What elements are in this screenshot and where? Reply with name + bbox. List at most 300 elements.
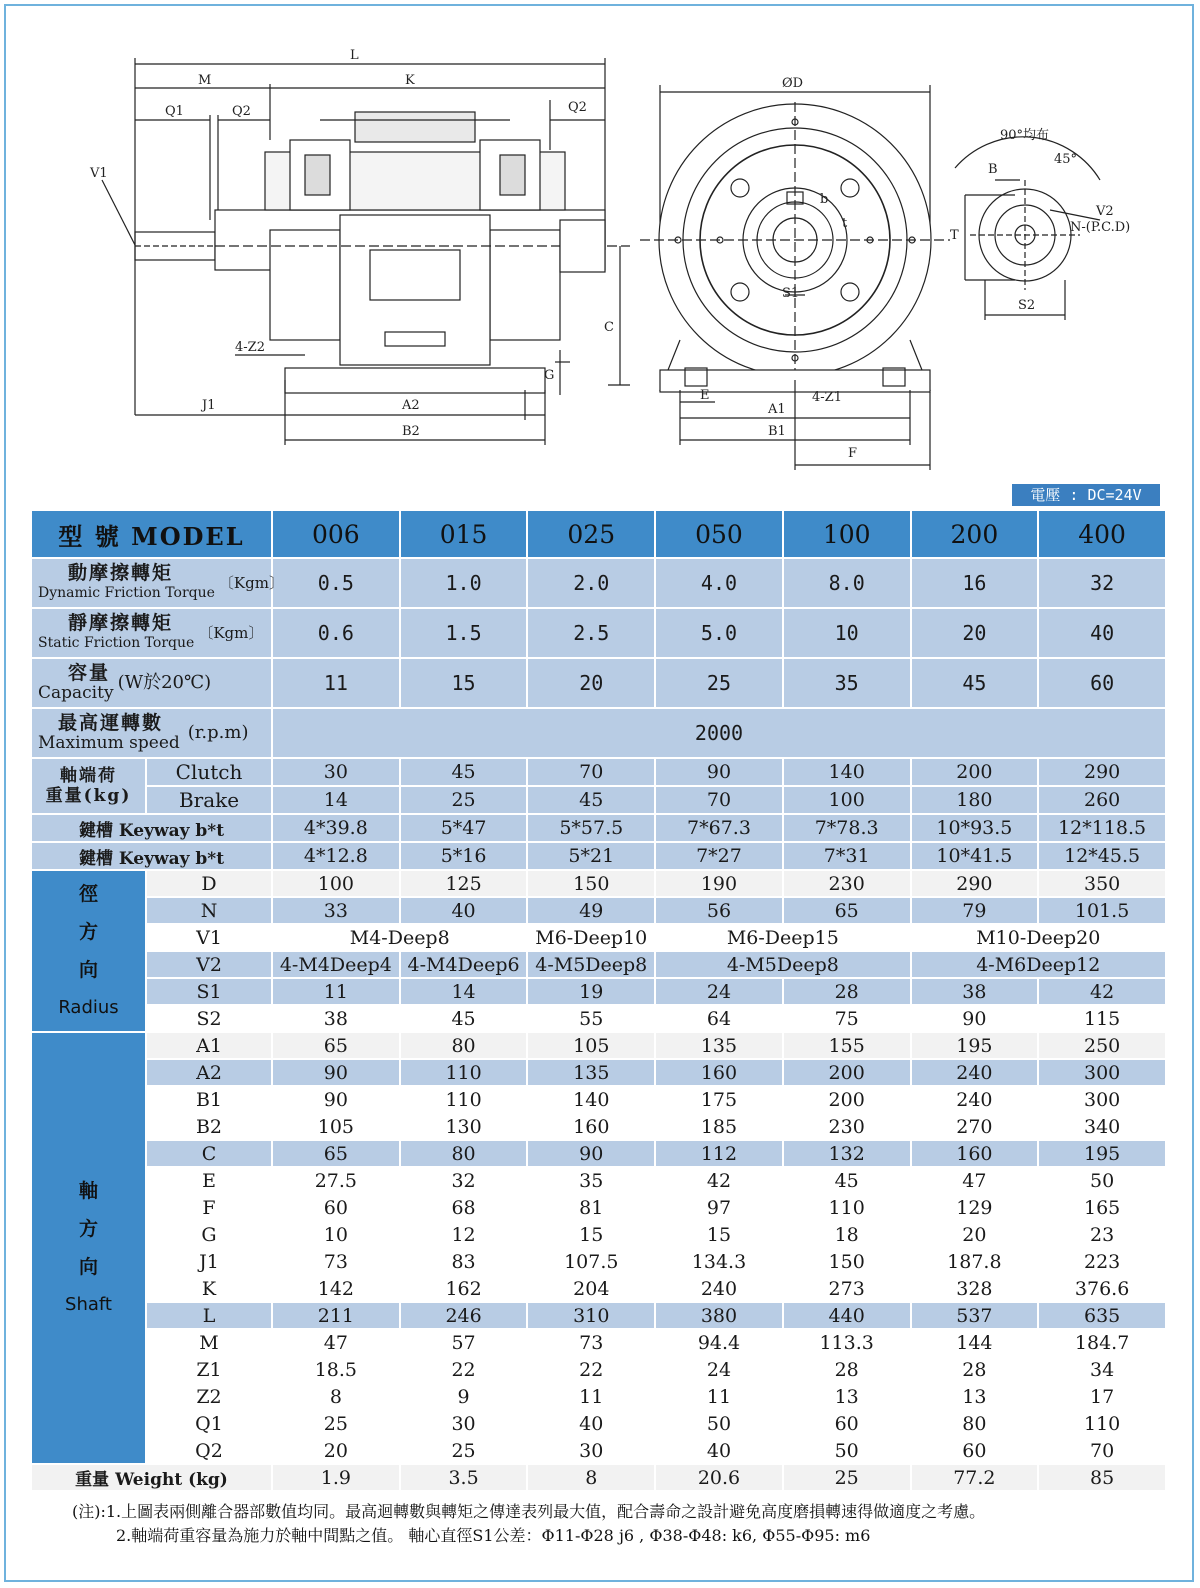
cell-G: 12 — [400, 1221, 528, 1248]
cell-clutch: 200 — [911, 758, 1039, 786]
row-radius-N — [31, 897, 1166, 924]
cell-S1: 42 — [1038, 978, 1166, 1005]
label-E: E — [146, 1167, 272, 1194]
cell-S1: 14 — [400, 978, 528, 1005]
cell-Z2: 9 — [400, 1383, 528, 1410]
cell-C: 90 — [527, 1140, 655, 1167]
cell-S2: 45 — [400, 1005, 528, 1032]
cell-L: 380 — [655, 1302, 783, 1329]
cell-sta: 2.5 — [527, 608, 655, 658]
cell-K: 273 — [783, 1275, 911, 1302]
cell-V1: M4-Deep8 — [272, 924, 527, 951]
cell-A1: 105 — [527, 1032, 655, 1059]
cell-V2: 4-M5Deep8 — [527, 951, 655, 978]
cell-V2: 4-M4Deep6 — [400, 951, 528, 978]
cell-key2: 12*45.5 — [1038, 842, 1166, 870]
model-006: 006 — [272, 510, 400, 558]
cell-V1: M6-Deep15 — [655, 924, 910, 951]
dim-G: G — [544, 368, 555, 383]
cell-brake: 14 — [272, 786, 400, 814]
cell-Z1: 28 — [911, 1356, 1039, 1383]
cell-Q1: 110 — [1038, 1410, 1166, 1437]
cell-sta: 0.6 — [272, 608, 400, 658]
cell-clutch: 30 — [272, 758, 400, 786]
cell-J1: 73 — [272, 1248, 400, 1275]
cell-L: 211 — [272, 1302, 400, 1329]
cell-brake: 25 — [400, 786, 528, 814]
dim-J1: J1 — [202, 398, 216, 413]
label-S1: S1 — [146, 978, 272, 1005]
label-J1: J1 — [146, 1248, 272, 1275]
cell-dyn: 4.0 — [655, 558, 783, 608]
label-Z2: Z2 — [146, 1383, 272, 1410]
cell-K: 142 — [272, 1275, 400, 1302]
cell-N: 40 — [400, 897, 528, 924]
row-cap — [31, 658, 1166, 708]
cell-J1: 83 — [400, 1248, 528, 1275]
dim-V1: V1 — [90, 166, 108, 181]
note-1: (注):1.上圖表兩側離合器部數值均同。最高迴轉數與轉矩之傳達表列最大值，配合壽命之設計避免高度磨損轉速得做適度之考慮。 — [72, 1502, 986, 1521]
cell-Q1: 40 — [527, 1410, 655, 1437]
model-015: 015 — [400, 510, 528, 558]
side-char: 方 — [78, 921, 98, 943]
cell-clutch: 290 — [1038, 758, 1166, 786]
cell-cap: 35 — [783, 658, 911, 708]
cell-key2: 7*27 — [655, 842, 783, 870]
row-shaft-C — [31, 1140, 1166, 1167]
dim-E: E — [700, 388, 710, 403]
cell-K: 204 — [527, 1275, 655, 1302]
cell-V1: M10-Deep20 — [911, 924, 1166, 951]
cell-key1: 12*118.5 — [1038, 814, 1166, 842]
cell-Q2: 25 — [400, 1437, 528, 1464]
cell-A1: 155 — [783, 1032, 911, 1059]
cell-dyn: 1.0 — [400, 558, 528, 608]
label-clutch: Clutch — [146, 758, 272, 786]
row-shaft-F — [31, 1194, 1166, 1221]
cell-key1: 5*57.5 — [527, 814, 655, 842]
cell-M: 47 — [272, 1329, 400, 1356]
cell-Z2: 11 — [655, 1383, 783, 1410]
cell-N: 65 — [783, 897, 911, 924]
cell-Q2: 60 — [911, 1437, 1039, 1464]
header-row — [31, 510, 1166, 558]
cell-cap: 20 — [527, 658, 655, 708]
cell-S1: 11 — [272, 978, 400, 1005]
cell-B2: 160 — [527, 1113, 655, 1140]
cell-B1: 140 — [527, 1086, 655, 1113]
cell-brake: 45 — [527, 786, 655, 814]
label-Z1: Z1 — [146, 1356, 272, 1383]
dim-N: N-(P.C.D) — [1070, 220, 1131, 235]
drawing-lines — [60, 40, 1170, 470]
cell-key2: 5*16 — [400, 842, 528, 870]
cell-B1: 300 — [1038, 1086, 1166, 1113]
cell-key2: 4*12.8 — [272, 842, 400, 870]
label-dyn — [31, 558, 284, 608]
side-char: 軸 — [78, 1180, 98, 1202]
dim-B2: B2 — [402, 424, 420, 439]
label-weight: 重量 Weight (kg) — [31, 1464, 272, 1491]
label-cap — [31, 658, 272, 708]
cell-E: 42 — [655, 1167, 783, 1194]
dim-t: t — [842, 216, 848, 231]
dim-T: T — [950, 228, 959, 243]
cell-Q1: 80 — [911, 1410, 1039, 1437]
cell-Z2: 13 — [911, 1383, 1039, 1410]
dim-A2: A2 — [402, 398, 420, 413]
row-shaft-E — [31, 1167, 1166, 1194]
label-M: M — [146, 1329, 272, 1356]
cell-F: 165 — [1038, 1194, 1166, 1221]
cell-Q2: 20 — [272, 1437, 400, 1464]
cell-weight: 25 — [783, 1464, 911, 1491]
label-Q2: Q2 — [146, 1437, 272, 1464]
dim-S2: S2 — [1018, 298, 1036, 313]
row-radius-S2 — [31, 1005, 1166, 1032]
cell-M: 94.4 — [655, 1329, 783, 1356]
row-weight — [31, 1464, 1166, 1491]
cell-B2: 105 — [272, 1113, 400, 1140]
cell-sta: 10 — [783, 608, 911, 658]
dim-K: K — [405, 73, 415, 88]
cell-B2: 340 — [1038, 1113, 1166, 1140]
cell-B2: 230 — [783, 1113, 911, 1140]
cell-Z1: 22 — [400, 1356, 528, 1383]
label-zh: 靜摩擦轉矩 — [68, 612, 174, 634]
cell-sta: 20 — [911, 608, 1039, 658]
cell-Q1: 60 — [783, 1410, 911, 1437]
label-A2: A2 — [146, 1059, 272, 1086]
label-en: Static Friction Torque — [38, 635, 195, 651]
label-brake: Brake — [146, 786, 272, 814]
cell-A2: 200 — [783, 1059, 911, 1086]
cell-M: 57 — [400, 1329, 528, 1356]
cell-L: 310 — [527, 1302, 655, 1329]
label-load — [31, 758, 146, 814]
cell-dyn: 16 — [911, 558, 1039, 608]
cell-F: 97 — [655, 1194, 783, 1221]
label-B2: B2 — [146, 1113, 272, 1140]
cell-sta: 40 — [1038, 608, 1166, 658]
cell-V2: 4-M4Deep4 — [272, 951, 400, 978]
cell-D: 125 — [400, 870, 528, 897]
notes — [72, 1500, 985, 1548]
cell-Z1: 28 — [783, 1356, 911, 1383]
cell-Z1: 18.5 — [272, 1356, 400, 1383]
cell-key2: 10*41.5 — [911, 842, 1039, 870]
cell-dyn: 2.0 — [527, 558, 655, 608]
cell-C: 195 — [1038, 1140, 1166, 1167]
dim-L: L — [350, 48, 359, 63]
label-unit: 〔Kgm〕 — [198, 624, 264, 642]
cell-E: 47 — [911, 1167, 1039, 1194]
cell-D: 150 — [527, 870, 655, 897]
cell-S2: 90 — [911, 1005, 1039, 1032]
label-N: N — [146, 897, 272, 924]
cell-B1: 90 — [272, 1086, 400, 1113]
dim-B: B — [988, 162, 998, 177]
cell-A2: 110 — [400, 1059, 528, 1086]
row-shaft-Z1 — [31, 1356, 1166, 1383]
note-2: 2.軸端荷重容量為施力於軸中間點之值。 軸心直徑S1公差：Φ11-Φ28 j6 , Φ38-Φ48: k6, Φ55-Φ95: m6 — [116, 1526, 871, 1545]
cell-Z1: 24 — [655, 1356, 783, 1383]
model-400: 400 — [1038, 510, 1166, 558]
label-S2: S2 — [146, 1005, 272, 1032]
dim-b: b — [820, 192, 829, 207]
cell-S1: 38 — [911, 978, 1039, 1005]
label-G: G — [146, 1221, 272, 1248]
dim-Z1: 4-Z1 — [812, 390, 842, 405]
cell-key2: 7*31 — [783, 842, 911, 870]
cell-Q2: 50 — [783, 1437, 911, 1464]
dim-A1: A1 — [768, 402, 786, 417]
row-shaft-Q1 — [31, 1410, 1166, 1437]
dim-Q2-right: Q2 — [568, 100, 587, 115]
label-zh: 動摩擦轉矩 — [68, 562, 174, 584]
dim-Z2: 4-Z2 — [235, 340, 265, 355]
label-en: Dynamic Friction Torque — [38, 585, 215, 601]
label-B1: B1 — [146, 1086, 272, 1113]
row-radius-S1 — [31, 978, 1166, 1005]
cell-S2: 115 — [1038, 1005, 1166, 1032]
model-025: 025 — [527, 510, 655, 558]
cell-cap: 45 — [911, 658, 1039, 708]
cell-C: 112 — [655, 1140, 783, 1167]
cell-brake: 180 — [911, 786, 1039, 814]
label-en: Maximum speed — [38, 733, 180, 753]
cell-C: 160 — [911, 1140, 1039, 1167]
cell-S1: 24 — [655, 978, 783, 1005]
label-key2: 鍵槽 Keyway b*t — [31, 842, 272, 870]
cell-G: 10 — [272, 1221, 400, 1248]
cell-N: 79 — [911, 897, 1039, 924]
cell-E: 35 — [527, 1167, 655, 1194]
cell-S2: 64 — [655, 1005, 783, 1032]
label-unit: (r.p.m) — [187, 722, 249, 743]
cell-L: 440 — [783, 1302, 911, 1329]
cell-dyn: 8.0 — [783, 558, 911, 608]
cell-M: 184.7 — [1038, 1329, 1166, 1356]
spec-table-body — [31, 510, 1166, 1491]
label-load-1: 軸端荷 — [60, 766, 117, 786]
cell-L: 246 — [400, 1302, 528, 1329]
cell-S2: 75 — [783, 1005, 911, 1032]
cell-B1: 110 — [400, 1086, 528, 1113]
row-shaft-Q2 — [31, 1437, 1166, 1464]
cell-G: 20 — [911, 1221, 1039, 1248]
cell-clutch: 70 — [527, 758, 655, 786]
row-shaft-Z2 — [31, 1383, 1166, 1410]
dim-S1: S1 — [782, 286, 800, 301]
dim-B1: B1 — [768, 424, 786, 439]
cell-weight: 3.5 — [400, 1464, 528, 1491]
cell-cap: 11 — [272, 658, 400, 708]
cell-G: 18 — [783, 1221, 911, 1248]
cell-L: 537 — [911, 1302, 1039, 1329]
dim-Q1: Q1 — [165, 104, 184, 119]
cell-weight: 1.9 — [272, 1464, 400, 1491]
cell-weight: 20.6 — [655, 1464, 783, 1491]
cell-A2: 135 — [527, 1059, 655, 1086]
cell-A1: 135 — [655, 1032, 783, 1059]
cell-D: 230 — [783, 870, 911, 897]
row-dyn — [31, 558, 1166, 608]
cell-J1: 223 — [1038, 1248, 1166, 1275]
cell-F: 60 — [272, 1194, 400, 1221]
row-shaft-L — [31, 1302, 1166, 1329]
cell-S2: 38 — [272, 1005, 400, 1032]
row-clutch — [31, 758, 1166, 786]
technical-drawing — [60, 40, 1170, 470]
cell-sta: 5.0 — [655, 608, 783, 658]
cell-K: 162 — [400, 1275, 528, 1302]
model-050: 050 — [655, 510, 783, 558]
cell-key1: 5*47 — [400, 814, 528, 842]
cell-cap: 15 — [400, 658, 528, 708]
cell-A2: 240 — [911, 1059, 1039, 1086]
side-en: Shaft — [65, 1294, 112, 1315]
side-shaft — [31, 1032, 146, 1464]
row-shaft-B1 — [31, 1086, 1166, 1113]
cell-V1: M6-Deep10 — [527, 924, 655, 951]
side-en: Radius — [58, 997, 119, 1018]
row-shaft-G — [31, 1221, 1166, 1248]
cell-E: 50 — [1038, 1167, 1166, 1194]
cell-Q2: 70 — [1038, 1437, 1166, 1464]
cell-S1: 28 — [783, 978, 911, 1005]
side-radius — [31, 870, 146, 1032]
cell-key1: 7*67.3 — [655, 814, 783, 842]
cell-E: 45 — [783, 1167, 911, 1194]
label-V2: V2 — [146, 951, 272, 978]
row-speed — [31, 708, 1166, 758]
cell-B1: 175 — [655, 1086, 783, 1113]
label-unit: (W於20℃) — [117, 672, 212, 693]
cell-brake: 100 — [783, 786, 911, 814]
cell-M: 113.3 — [783, 1329, 911, 1356]
row-shaft-M — [31, 1329, 1166, 1356]
row-shaft-A2 — [31, 1059, 1166, 1086]
row-shaft-B2 — [31, 1113, 1166, 1140]
cell-K: 376.6 — [1038, 1275, 1166, 1302]
side-char: 徑 — [78, 883, 98, 905]
cell-A1: 80 — [400, 1032, 528, 1059]
row-brake — [31, 786, 1166, 814]
label-F: F — [146, 1194, 272, 1221]
cell-D: 190 — [655, 870, 783, 897]
cell-Z2: 8 — [272, 1383, 400, 1410]
cell-N: 49 — [527, 897, 655, 924]
cell-L: 635 — [1038, 1302, 1166, 1329]
cell-F: 129 — [911, 1194, 1039, 1221]
cell-Z2: 17 — [1038, 1383, 1166, 1410]
cell-A1: 65 — [272, 1032, 400, 1059]
cell-S2: 55 — [527, 1005, 655, 1032]
side-char: 向 — [78, 959, 98, 981]
label-en: Capacity — [38, 683, 114, 703]
model-100: 100 — [783, 510, 911, 558]
cell-dyn: 0.5 — [272, 558, 400, 608]
cell-K: 328 — [911, 1275, 1039, 1302]
cell-A2: 160 — [655, 1059, 783, 1086]
model-header: 型 號 MODEL — [31, 510, 272, 558]
dim-angle: 90°均布 — [1000, 128, 1050, 143]
dim-F: F — [848, 446, 858, 461]
cell-E: 27.5 — [272, 1167, 400, 1194]
side-char: 方 — [78, 1218, 98, 1240]
cell-M: 144 — [911, 1329, 1039, 1356]
cell-J1: 187.8 — [911, 1248, 1039, 1275]
cell-F: 68 — [400, 1194, 528, 1221]
cell-E: 32 — [400, 1167, 528, 1194]
row-sta — [31, 608, 1166, 658]
cell-Q1: 25 — [272, 1410, 400, 1437]
side-char: 向 — [78, 1256, 98, 1278]
cell-C: 65 — [272, 1140, 400, 1167]
cell-D: 290 — [911, 870, 1039, 897]
label-Q1: Q1 — [146, 1410, 272, 1437]
voltage-badge: 電壓 : DC=24V — [1012, 484, 1160, 506]
cell-V2: 4-M6Deep12 — [911, 951, 1166, 978]
row-key1 — [31, 814, 1166, 842]
cell-C: 132 — [783, 1140, 911, 1167]
cell-cap: 60 — [1038, 658, 1166, 708]
label-L: L — [146, 1302, 272, 1329]
cell-F: 81 — [527, 1194, 655, 1221]
cell-key1: 7*78.3 — [783, 814, 911, 842]
cell-clutch: 140 — [783, 758, 911, 786]
cell-V2: 4-M5Deep8 — [655, 951, 910, 978]
cell-weight: 85 — [1038, 1464, 1166, 1491]
row-shaft-K — [31, 1275, 1166, 1302]
label-unit: 〔Kgm〕 — [218, 574, 284, 592]
dim-C: C — [604, 320, 614, 335]
cell-J1: 134.3 — [655, 1248, 783, 1275]
cell-M: 73 — [527, 1329, 655, 1356]
cell-D: 100 — [272, 870, 400, 897]
label-sta — [31, 608, 272, 658]
row-radius-D — [31, 870, 1166, 897]
cell-A2: 300 — [1038, 1059, 1166, 1086]
cell-B2: 130 — [400, 1113, 528, 1140]
cell-A1: 195 — [911, 1032, 1039, 1059]
row-shaft-A1 — [31, 1032, 1166, 1059]
cell-weight: 8 — [527, 1464, 655, 1491]
cell-F: 110 — [783, 1194, 911, 1221]
cell-D: 350 — [1038, 870, 1166, 897]
cell-clutch: 90 — [655, 758, 783, 786]
label-zh: 容量 — [68, 662, 111, 684]
cell-N: 101.5 — [1038, 897, 1166, 924]
label-A1: A1 — [146, 1032, 272, 1059]
cell-Z2: 13 — [783, 1383, 911, 1410]
cell-clutch: 45 — [400, 758, 528, 786]
label-D: D — [146, 870, 272, 897]
cell-Q2: 30 — [527, 1437, 655, 1464]
row-key2 — [31, 842, 1166, 870]
cell-key1: 10*93.5 — [911, 814, 1039, 842]
dim-D: ØD — [782, 76, 804, 91]
cell-C: 80 — [400, 1140, 528, 1167]
cell-B2: 185 — [655, 1113, 783, 1140]
cell-G: 15 — [527, 1221, 655, 1248]
label-V1: V1 — [146, 924, 272, 951]
cell-cap: 25 — [655, 658, 783, 708]
row-radius-V1 — [31, 924, 1166, 951]
cell-N: 33 — [272, 897, 400, 924]
cell-dyn: 32 — [1038, 558, 1166, 608]
